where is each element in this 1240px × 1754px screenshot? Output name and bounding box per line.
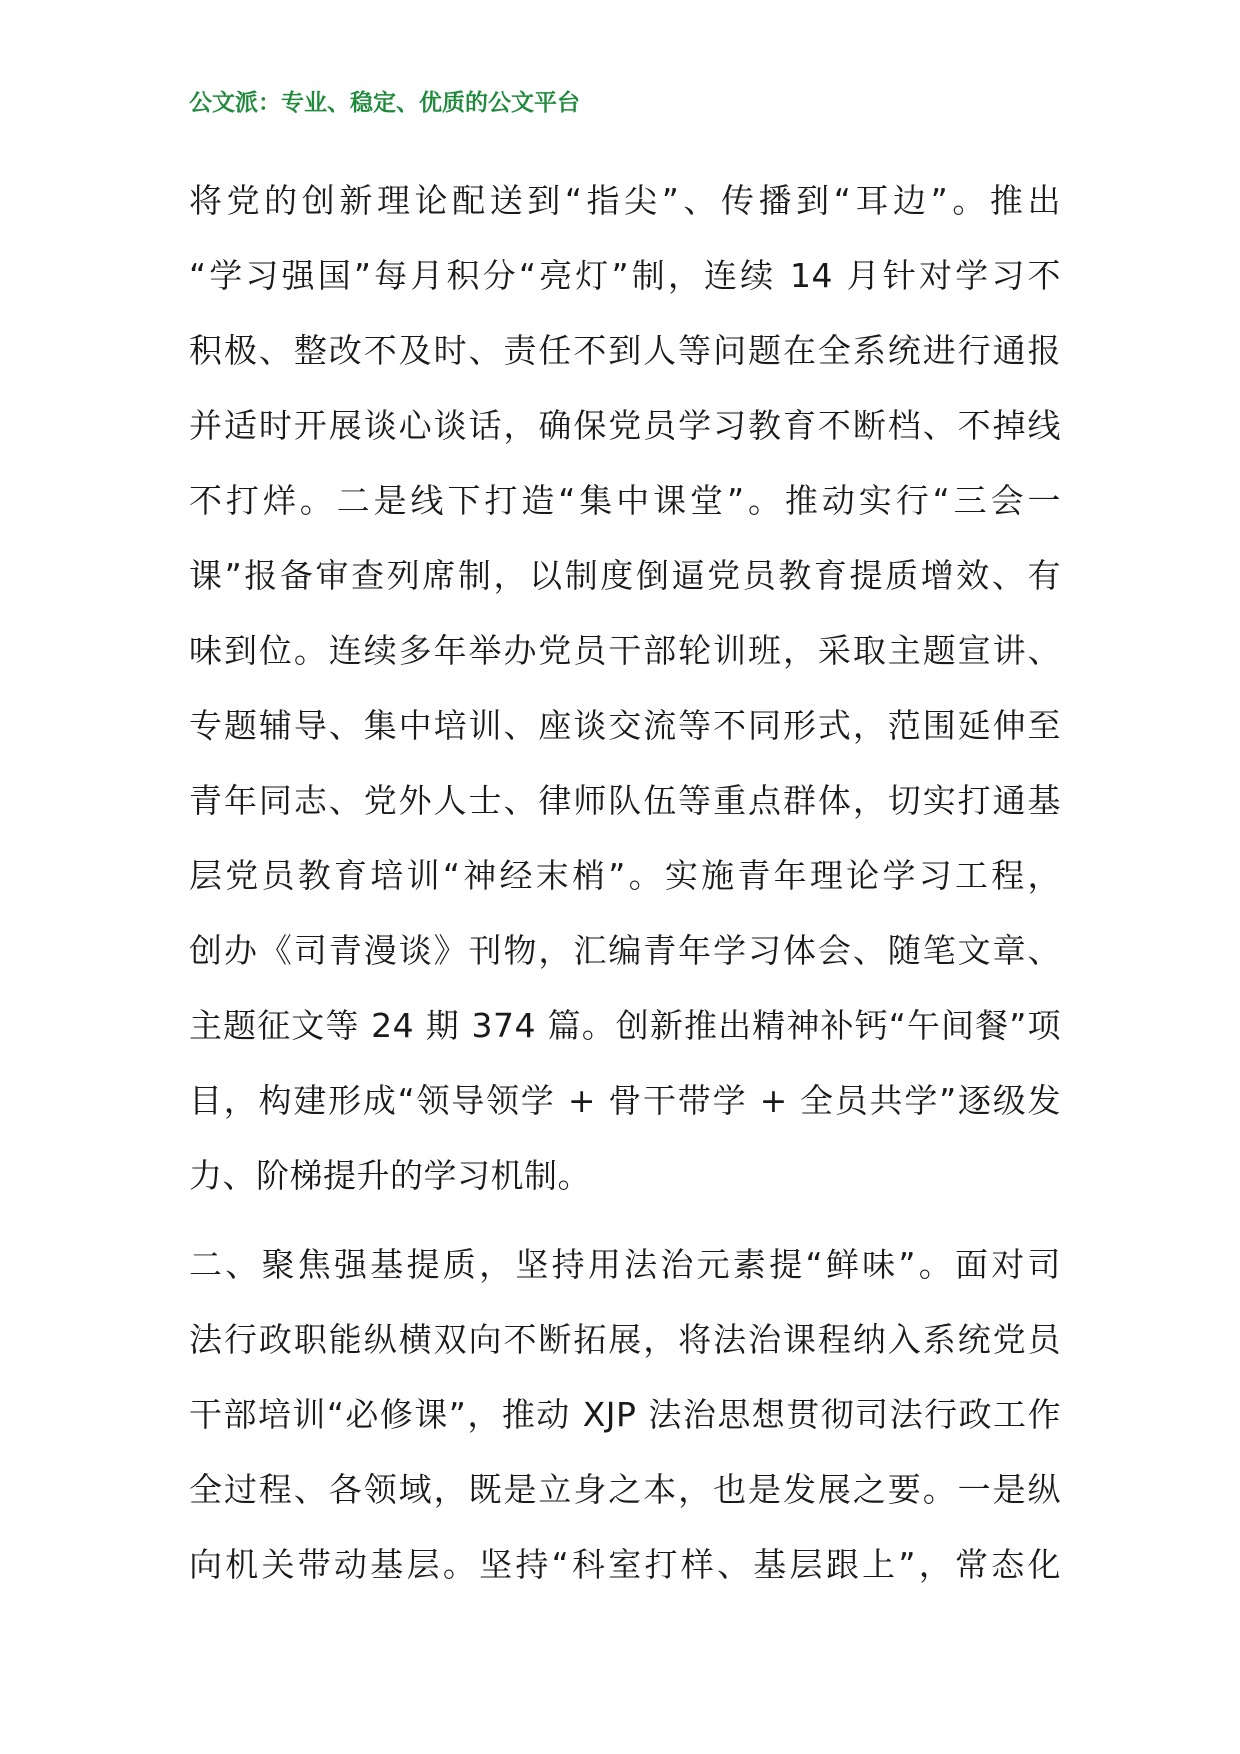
paragraph-1 (189, 163, 1061, 1213)
text-line: 不打烊。二是线下打造“集中课堂”。推动实行“三会一 (189, 481, 1061, 520)
text-line: 二、聚焦强基提质，坚持用法治元素提“鲜味”。面对司 (189, 1245, 1061, 1284)
text-line: 将党的创新理论配送到“指尖”、传播到“耳边”。推出 (189, 181, 1061, 220)
text-line: 积极、整改不及时、责任不到人等问题在全系统进行通报 (189, 331, 1061, 370)
text-line: 力、阶梯提升的学习机制。 (189, 1156, 591, 1195)
text-line: 干部培训“必修课”，推动 XJP 法治思想贯彻司法行政工作 (189, 1395, 1061, 1434)
text-line: 青年同志、党外人士、律师队伍等重点群体，切实打通基 (189, 781, 1061, 820)
document-body (189, 163, 1061, 1602)
paragraph-2 (189, 1227, 1061, 1602)
text-line: 主题征文等 24 期 374 篇。创新推出精神补钙“午间餐”项 (189, 1006, 1061, 1045)
text-line: 并适时开展谈心谈话，确保党员学习教育不断档、不掉线 (189, 406, 1061, 445)
text-line: 向机关带动基层。坚持“科室打样、基层跟上”，常态化 (189, 1545, 1061, 1584)
document-header: 公文派：专业、稳定、优质的公文平台 (189, 89, 580, 116)
text-line: 法行政职能纵横双向不断拓展，将法治课程纳入系统党员 (189, 1320, 1061, 1359)
text-line: “学习强国”每月积分“亮灯”制，连续 14 月针对学习不 (189, 256, 1061, 295)
text-line: 全过程、各领域，既是立身之本，也是发展之要。一是纵 (189, 1470, 1061, 1509)
text-line: 课”报备审查列席制，以制度倒逼党员教育提质增效、有 (189, 556, 1061, 595)
text-line: 目，构建形成“领导领学 + 骨干带学 + 全员共学”逐级发 (189, 1081, 1061, 1120)
text-line: 创办《司青漫谈》刊物，汇编青年学习体会、随笔文章、 (189, 931, 1061, 970)
text-line: 层党员教育培训“神经末梢”。实施青年理论学习工程， (189, 856, 1061, 895)
text-line: 味到位。连续多年举办党员干部轮训班，采取主题宣讲、 (189, 631, 1061, 670)
text-line: 专题辅导、集中培训、座谈交流等不同形式，范围延伸至 (189, 706, 1061, 745)
